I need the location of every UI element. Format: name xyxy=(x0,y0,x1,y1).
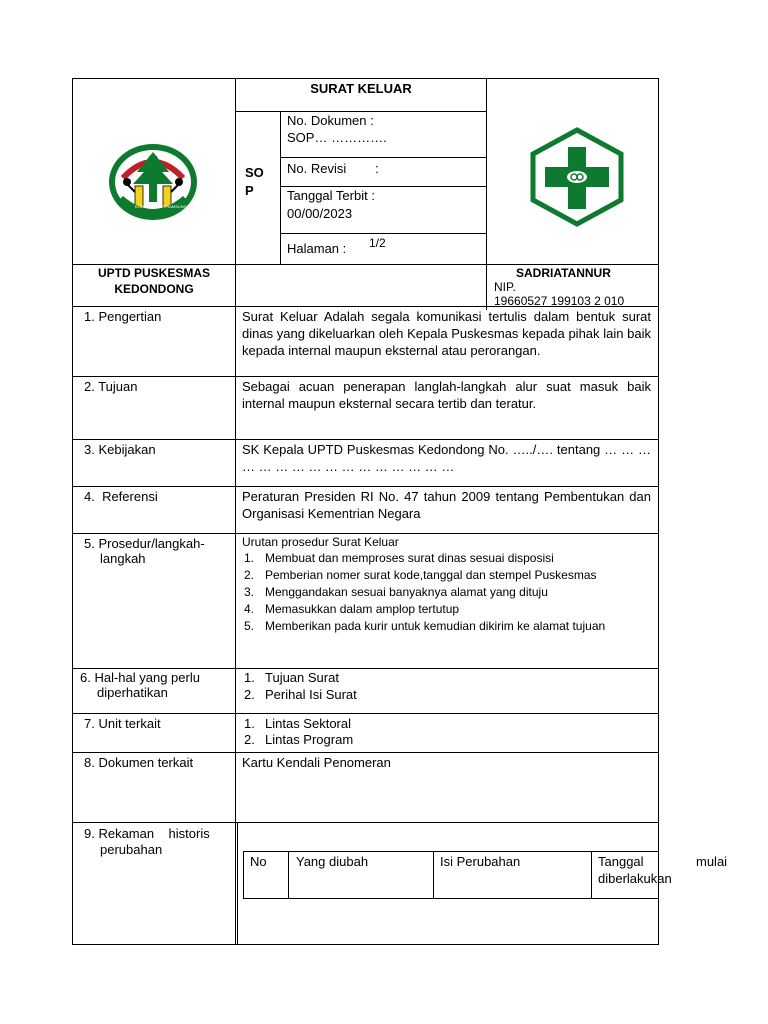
referensi-text: Peraturan Presiden RI No. 47 tahun 2009 tentang Pembentukan dan Organisasi Kementrian Negara xyxy=(242,489,651,521)
unit-label: 7. Unit terkait xyxy=(84,716,161,731)
unit-item-1-num: 1. xyxy=(244,716,255,731)
halaman-label: Halaman : xyxy=(287,241,347,256)
dokumen-text: Kartu Kendali Penomeran xyxy=(242,755,391,770)
history-col-3 xyxy=(591,851,592,899)
hal-item-1-num: 1. xyxy=(244,670,255,685)
body-column-divider xyxy=(235,306,236,945)
history-header-isi: Isi Perubahan xyxy=(440,854,521,869)
sep-kebijakan xyxy=(72,439,659,440)
prosedur-steps xyxy=(242,550,651,634)
header-divider-left xyxy=(235,78,236,310)
history-col-2 xyxy=(433,851,434,899)
tujuan-text: Sebagai acuan penerapan langlah-langkah alur suat masuk baik internal maupun eksternal secara tertib dan teratur. xyxy=(242,379,651,411)
hal-label-line2: diperhatikan xyxy=(97,685,168,700)
no-revisi: No. Revisi : xyxy=(287,161,379,176)
sop-divider xyxy=(280,111,281,265)
no-dokumen-value: SOP… …………. xyxy=(287,130,387,145)
outer-border-bottom xyxy=(72,944,659,945)
signer-nip: 19660527 199103 2 010 xyxy=(494,294,625,308)
referensi-label: 4. Referensi xyxy=(84,489,158,504)
step-number: 3. xyxy=(244,585,255,599)
pengertian-text: Surat Keluar Adalah segala komunikasi tertulis dalam bentuk surat dinas yang dikeluarkan oleh Kepala Puskesmas kepada pihak lain baik kepada internal maupun eksternal atau perorangan. xyxy=(242,309,651,358)
signer-name: SADRIATANNUR xyxy=(516,266,611,280)
list-item xyxy=(242,584,651,600)
prosedur-label-line2: langkah xyxy=(100,551,146,566)
unit-item-2-num: 2. xyxy=(244,732,255,747)
dokumen-label: 8. Dokumen terkait xyxy=(84,755,194,770)
history-header-diberlakukan: diberlakukan xyxy=(598,871,672,886)
prosedur-label-line1: 5. Prosedur/langkah- xyxy=(84,536,205,551)
org-name-line1: UPTD PUSKESMAS xyxy=(97,266,210,280)
sep-unit xyxy=(72,713,659,714)
history-header-tanggal: Tanggal xyxy=(598,854,644,869)
rekaman-inner-divider xyxy=(237,822,238,944)
list-item xyxy=(242,567,651,583)
rekaman-label-line1: 9. Rekaman historis xyxy=(84,826,210,841)
row-dokumen-bottom xyxy=(280,157,487,158)
signer-nip-label: NIP. xyxy=(494,280,516,294)
history-col-left xyxy=(243,851,244,899)
outer-border-right xyxy=(658,78,659,945)
sep-tujuan xyxy=(72,376,659,377)
tujuan-label: 2. Tujuan xyxy=(84,379,138,394)
row-tanggal-bottom xyxy=(280,233,487,234)
unit-item-2-text: Lintas Program xyxy=(265,732,354,747)
pengertian-label: 1. Pengertian xyxy=(84,309,162,324)
rekaman-label-line2: perubahan xyxy=(100,842,163,857)
puskesmas-cross-logo xyxy=(529,127,625,227)
org-name-line2: KEDONDONG xyxy=(114,282,194,296)
step-text: Membuat dan memproses surat dinas sesuai disposisi xyxy=(265,551,554,565)
outer-border-left xyxy=(72,78,73,945)
history-table-bottom xyxy=(243,898,659,899)
sop-label: SO P xyxy=(245,165,264,198)
sep-dokumen xyxy=(72,752,659,753)
document-title: SURAT KELUAR xyxy=(310,81,412,96)
halaman-value: 1/2 xyxy=(369,236,386,250)
list-item xyxy=(242,601,651,617)
step-text: Pemberian nomer surat kode,tanggal dan stempel Puskesmas xyxy=(265,568,597,582)
unit-item-1-text: Lintas Sektoral xyxy=(265,716,351,731)
hal-item-1-text: Tujuan Surat xyxy=(265,670,339,685)
history-table-top xyxy=(243,851,659,852)
sep-rekaman xyxy=(72,822,659,823)
history-header-mulai: mulai xyxy=(696,854,728,869)
hal-item-2-num: 2. xyxy=(244,687,255,702)
list-item xyxy=(242,618,651,634)
list-item xyxy=(242,550,651,566)
kebijakan-label: 3. Kebijakan xyxy=(84,442,156,457)
sep-referensi xyxy=(72,486,659,487)
history-col-1 xyxy=(288,851,289,899)
tanggal-terbit-value: 00/00/2023 xyxy=(287,206,353,221)
history-header-yang-diubah: Yang diubah xyxy=(296,854,369,869)
hal-label-line1: 6. Hal-hal yang perlu xyxy=(80,670,200,685)
step-number: 1. xyxy=(244,551,255,565)
step-number: 5. xyxy=(244,619,255,633)
emblem-motto: KOMPETEN BETRAMSUNG xyxy=(135,204,187,209)
prosedur-intro: Urutan prosedur Surat Keluar xyxy=(242,535,399,549)
hal-item-2-text: Perihal Isi Surat xyxy=(265,687,357,702)
no-dokumen-label: No. Dokumen : xyxy=(287,113,374,128)
step-number: 2. xyxy=(244,568,255,582)
tanggal-terbit-label: Tanggal Terbit : xyxy=(287,188,375,203)
kebijakan-text: SK Kepala UPTD Puskesmas Kedondong No. …../…. tentang … … … … … … … … … … … … … … … … xyxy=(242,442,651,474)
puskesmas-emblem-logo xyxy=(107,138,199,230)
step-text: Memasukkan dalam amplop tertutup xyxy=(265,602,460,616)
step-text: Memberikan pada kurir untuk kemudian dikirim ke alamat tujuan xyxy=(265,619,606,633)
header-divider-right xyxy=(486,78,487,310)
step-text: Menggandakan sesuai banyaknya alamat yang dituju xyxy=(265,585,548,599)
history-header-no: No xyxy=(250,854,267,869)
outer-border-top xyxy=(72,78,659,79)
step-number: 4. xyxy=(244,602,255,616)
